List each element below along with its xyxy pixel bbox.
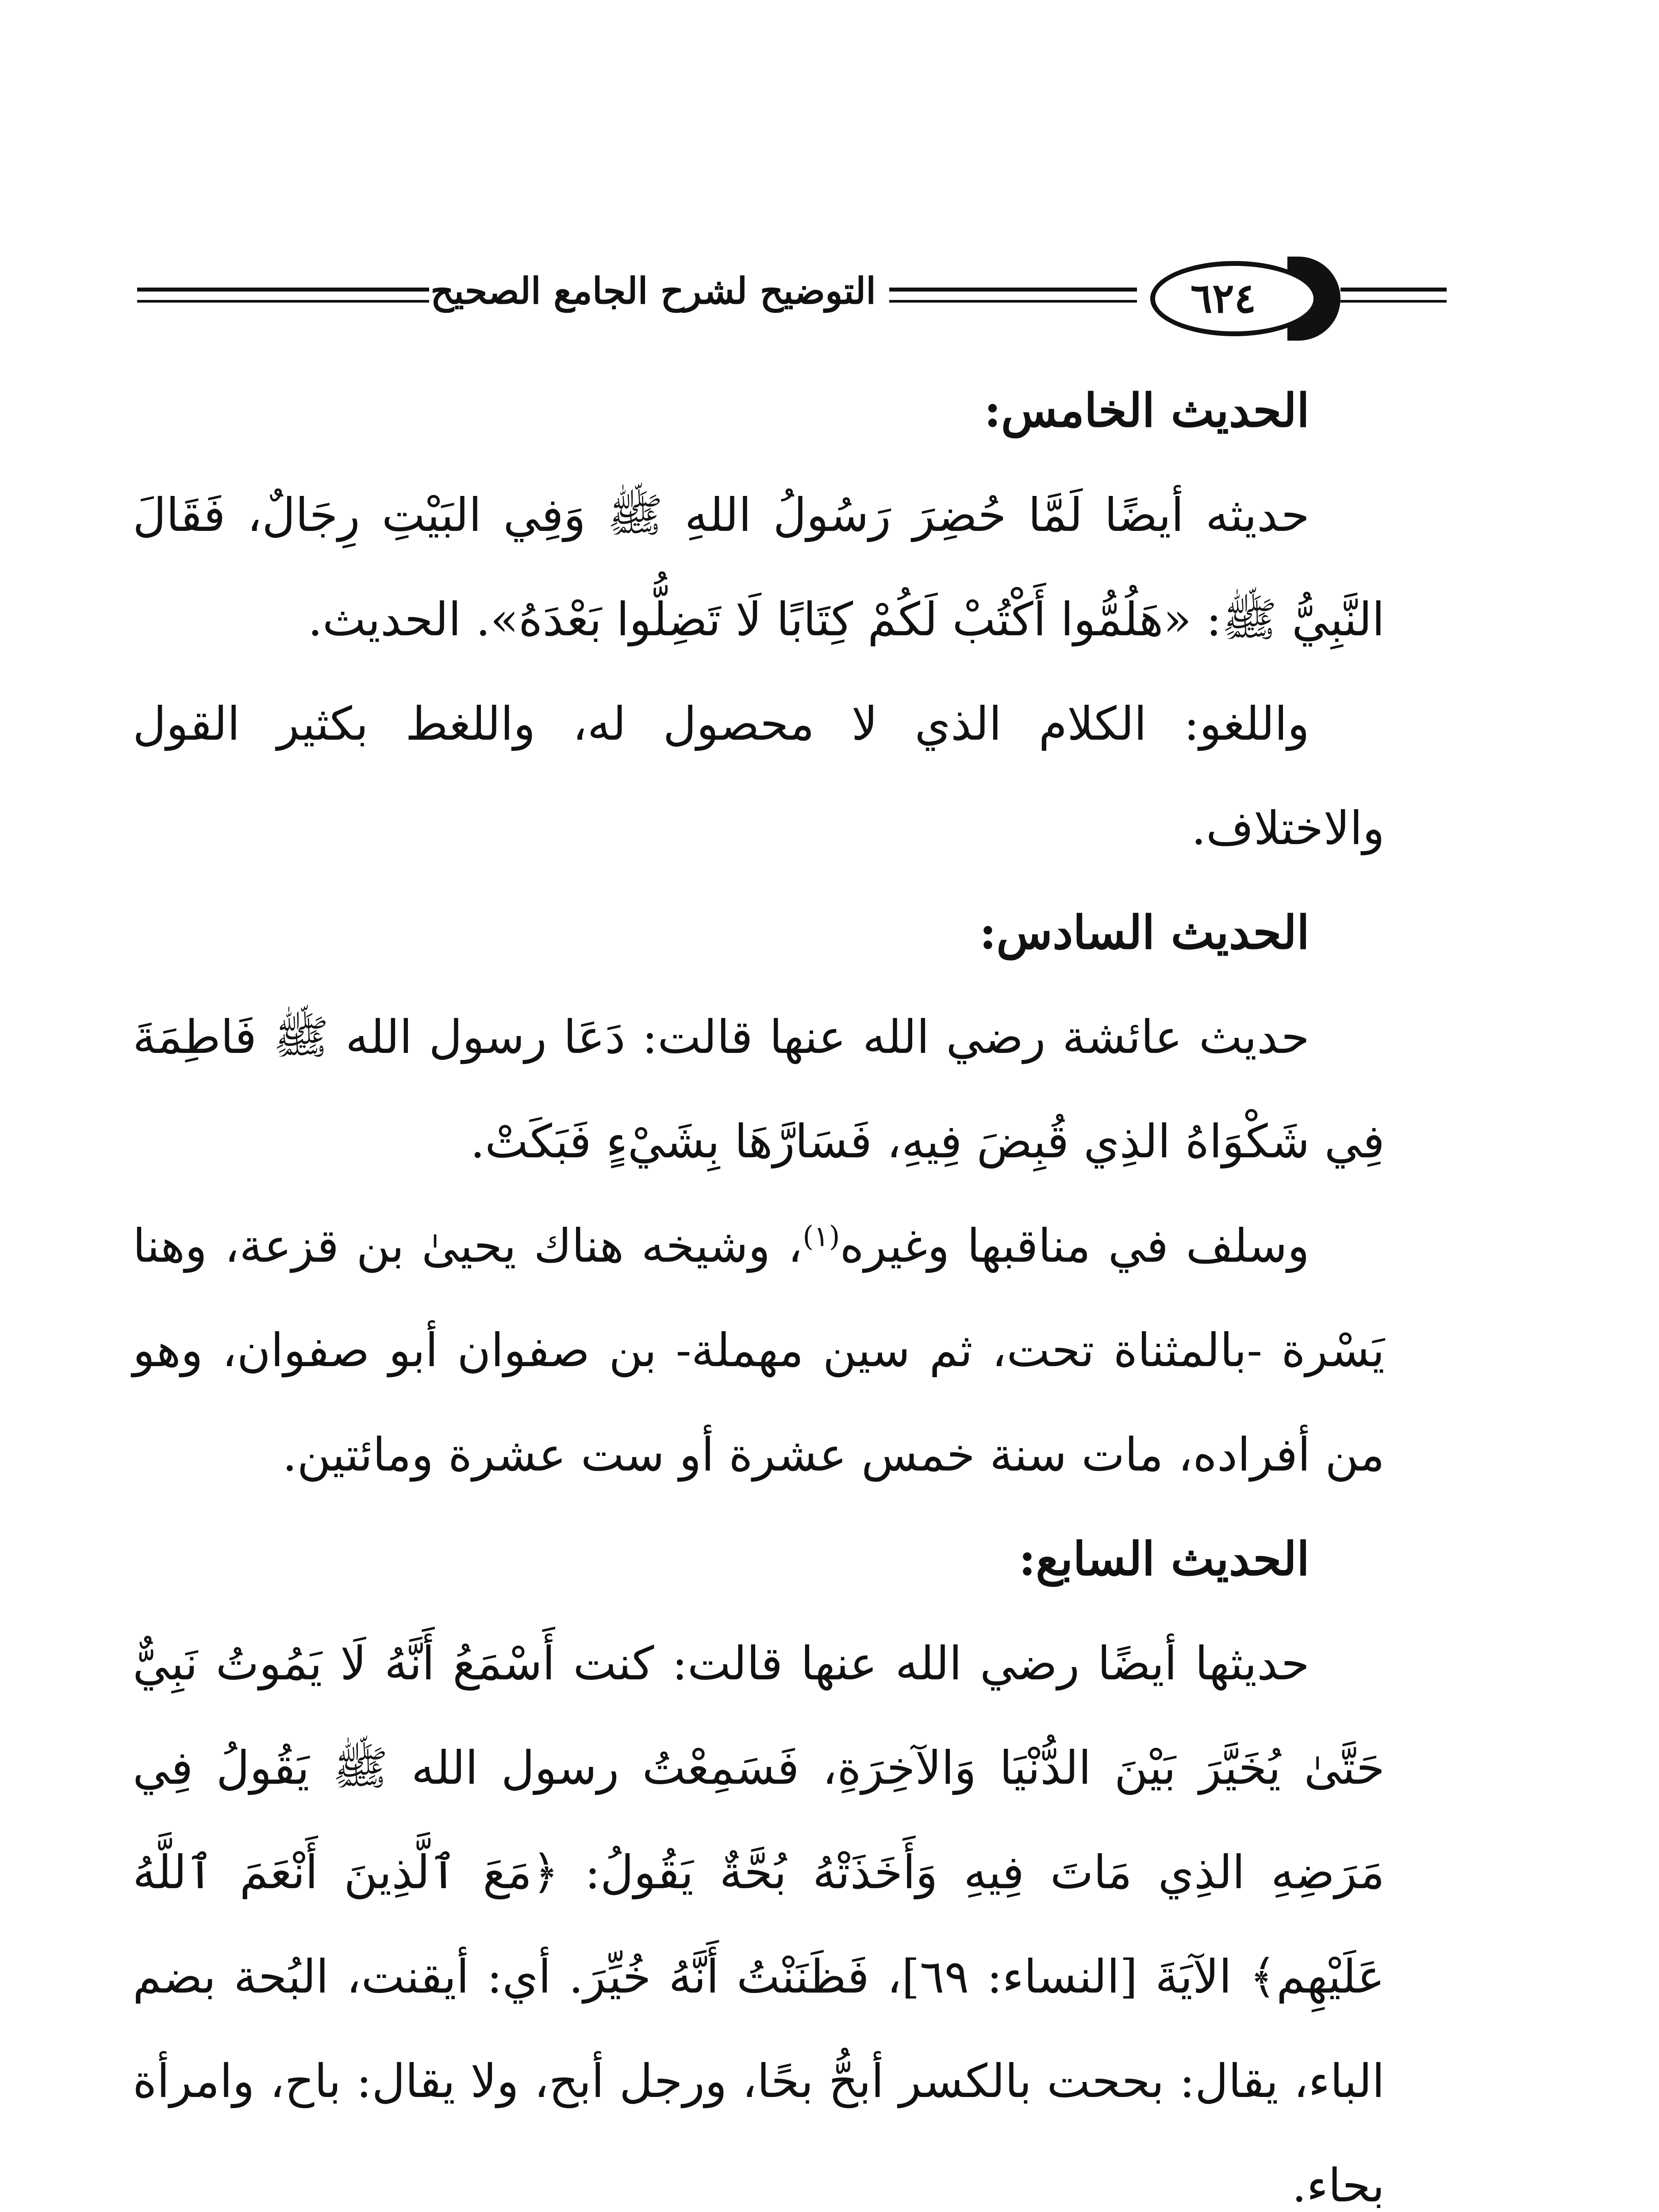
- header-rule-left-bottom: [137, 300, 429, 303]
- salaf-text-b: ، وشيخه هناك يحيىٰ بن قزعة، وهنا يَسْرة -بالمثناة تحت، ثم سين مهملة- بن صفوان أبو صفوان، وهو من أفراده، مات سنة خمس عشرة أو ست عشرة ومائتين.: [133, 1219, 1385, 1482]
- page-header: [137, 248, 1447, 349]
- hadith-5-title: الحديث الخامس:: [984, 383, 1310, 438]
- main-text: [133, 358, 1385, 2212]
- header-rule-right-bottom: [1340, 300, 1447, 303]
- hadith-6-title: الحديث السادس:: [979, 905, 1310, 960]
- header-rule-middle-bottom: [889, 300, 1137, 303]
- salaf-paragraph: [133, 1194, 1385, 1507]
- laghw-definition: واللغو: الكلام الذي لا محصول له، واللغط بكثير القول والاختلاف.: [133, 697, 1385, 855]
- footnote-ref-1[interactable]: (١): [803, 1220, 840, 1253]
- header-rule-middle-top: [889, 288, 1137, 292]
- hadith-7-text: حديثها أيضًا رضي الله عنها قالت: كنت أَسْمَعُ أَنَّهُ لَا يَمُوتُ نَبِيٌّ حَتَّىٰ يُخَيَّرَ بَيْنَ الدُّنْيَا وَالآخِرَةِ، فَسَمِعْتُ رسول الله ﷺ يَقُولُ فِي مَرَضِهِ الذِي مَاتَ فِيهِ وَأَخَذَتْهُ بُحَّةٌ يَقُولُ: ﴿مَعَ ٱلَّذِينَ أَنْعَمَ ٱللَّهُ عَلَيْهِم﴾ الآيَةَ [النساء: ٦٩]، فَظَنَنْتُ أَنَّهُ خُيِّرَ. أي: أيقنت، البُحة بضم الباء، يقال: بححت بالكسر أبحُّ بحًا، ورجل أبح، ولا يقال: باح، وامرأة بحاء.: [133, 1636, 1385, 2212]
- hadith-5-text: حديثه أيضًا لَمَّا حُضِرَ رَسُولُ اللهِ ﷺ وَفِي البَيْتِ رِجَالٌ، فَقَالَ النَّبِيُّ ﷺ: «هَلُمُّوا أَكْتُبْ لَكُمْ كِتَابًا لَا تَضِلُّوا بَعْدَهُ». الحديث.: [133, 488, 1385, 646]
- hadith-6-text: حديث عائشة رضي الله عنها قالت: دَعَا رسول الله ﷺ فَاطِمَةَ فِي شَكْوَاهُ الذِي قُبِضَ فِيهِ، فَسَارَّهَا بِشَيْءٍ فَبَكَتْ.: [133, 1010, 1385, 1168]
- header-rule-left-top: [137, 288, 429, 292]
- page-number: ٦٢٤: [1190, 274, 1256, 322]
- salaf-text-a: وسلف في مناقبها وغيره: [840, 1219, 1310, 1273]
- header-title: التوضيح لشرح الجامع الصحيح: [430, 270, 876, 312]
- header-rule-right-top: [1340, 288, 1447, 292]
- page-number-badge: [1133, 257, 1349, 345]
- hadith-7-title: الحديث السابع:: [1018, 1532, 1310, 1586]
